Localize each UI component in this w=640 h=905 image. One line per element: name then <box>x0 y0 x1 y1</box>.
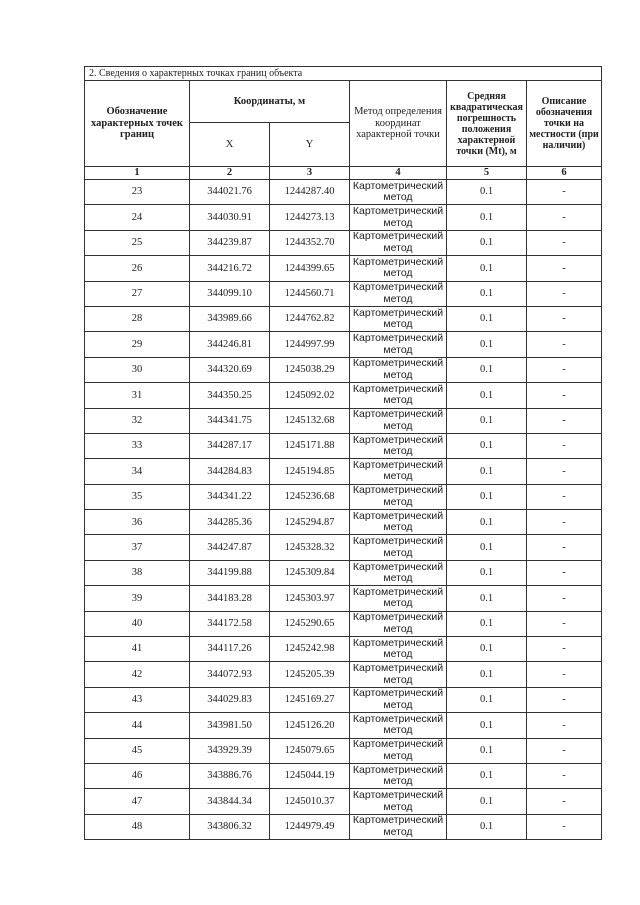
method-cell: Картометрический метод <box>350 763 447 788</box>
x-coordinate-cell: 344350.25 <box>190 383 270 408</box>
description-cell: - <box>527 332 602 357</box>
method-cell: Картометрический метод <box>350 433 447 458</box>
description-cell: - <box>527 687 602 712</box>
point-id-cell: 44 <box>85 713 190 738</box>
y-coordinate-cell: 1245010.37 <box>270 789 350 814</box>
column-number: 3 <box>270 167 350 180</box>
error-cell: 0.1 <box>447 484 527 509</box>
y-coordinate-cell: 1245194.85 <box>270 459 350 484</box>
table-row <box>85 713 602 738</box>
description-cell: - <box>527 256 602 281</box>
error-cell: 0.1 <box>447 230 527 255</box>
error-cell: 0.1 <box>447 814 527 839</box>
point-id-cell: 42 <box>85 662 190 687</box>
section-title: 2. Сведения о характерных точках границ объекта <box>85 67 602 81</box>
description-cell: - <box>527 535 602 560</box>
description-cell: - <box>527 230 602 255</box>
y-coordinate-cell: 1244997.99 <box>270 332 350 357</box>
error-cell: 0.1 <box>447 180 527 205</box>
description-cell: - <box>527 713 602 738</box>
table-row <box>85 586 602 611</box>
point-id-cell: 26 <box>85 256 190 281</box>
error-cell: 0.1 <box>447 763 527 788</box>
point-id-cell: 36 <box>85 510 190 535</box>
x-coordinate-cell: 344072.93 <box>190 662 270 687</box>
y-coordinate-cell: 1245294.87 <box>270 510 350 535</box>
table-row <box>85 789 602 814</box>
column-number: 5 <box>447 167 527 180</box>
point-id-cell: 34 <box>85 459 190 484</box>
method-cell: Картометрический метод <box>350 535 447 560</box>
x-coordinate-cell: 344172.58 <box>190 611 270 636</box>
error-cell: 0.1 <box>447 738 527 763</box>
x-coordinate-cell: 343886.76 <box>190 763 270 788</box>
table-row <box>85 738 602 763</box>
y-coordinate-cell: 1245079.65 <box>270 738 350 763</box>
error-cell: 0.1 <box>447 459 527 484</box>
description-cell: - <box>527 738 602 763</box>
method-cell: Картометрический метод <box>350 789 447 814</box>
error-cell: 0.1 <box>447 662 527 687</box>
description-cell: - <box>527 433 602 458</box>
x-coordinate-cell: 344246.81 <box>190 332 270 357</box>
error-cell: 0.1 <box>447 281 527 306</box>
description-cell: - <box>527 586 602 611</box>
table-row <box>85 814 602 839</box>
table-row <box>85 256 602 281</box>
point-id-cell: 45 <box>85 738 190 763</box>
x-coordinate-cell: 343989.66 <box>190 306 270 331</box>
table-row <box>85 205 602 230</box>
y-coordinate-cell: 1245092.02 <box>270 383 350 408</box>
table-row <box>85 662 602 687</box>
method-cell: Картометрический метод <box>350 357 447 382</box>
x-coordinate-cell: 343806.32 <box>190 814 270 839</box>
header-coordinates: Координаты, м <box>190 81 350 123</box>
error-cell: 0.1 <box>447 433 527 458</box>
table-row <box>85 306 602 331</box>
description-cell: - <box>527 281 602 306</box>
table-row <box>85 459 602 484</box>
error-cell: 0.1 <box>447 789 527 814</box>
method-cell: Картометрический метод <box>350 205 447 230</box>
y-coordinate-cell: 1244399.65 <box>270 256 350 281</box>
description-cell: - <box>527 383 602 408</box>
x-coordinate-cell: 344030.91 <box>190 205 270 230</box>
point-id-cell: 37 <box>85 535 190 560</box>
table-row <box>85 687 602 712</box>
y-coordinate-cell: 1245126.20 <box>270 713 350 738</box>
header-description: Описание обозначения точки на местности (при наличии) <box>527 81 602 167</box>
point-id-cell: 41 <box>85 637 190 662</box>
x-coordinate-cell: 343929.39 <box>190 738 270 763</box>
error-cell: 0.1 <box>447 383 527 408</box>
error-cell: 0.1 <box>447 586 527 611</box>
point-id-cell: 28 <box>85 306 190 331</box>
y-coordinate-cell: 1245038.29 <box>270 357 350 382</box>
header-x: X <box>190 123 270 167</box>
x-coordinate-cell: 344183.28 <box>190 586 270 611</box>
y-coordinate-cell: 1245328.32 <box>270 535 350 560</box>
table-row <box>85 357 602 382</box>
method-cell: Картометрический метод <box>350 687 447 712</box>
error-cell: 0.1 <box>447 535 527 560</box>
column-number: 4 <box>350 167 447 180</box>
description-cell: - <box>527 510 602 535</box>
error-cell: 0.1 <box>447 687 527 712</box>
description-cell: - <box>527 763 602 788</box>
header-point-designation: Обозначение характерных точек границ <box>85 81 190 167</box>
y-coordinate-cell: 1245236.68 <box>270 484 350 509</box>
method-cell: Картометрический метод <box>350 306 447 331</box>
y-coordinate-cell: 1244560.71 <box>270 281 350 306</box>
point-id-cell: 46 <box>85 763 190 788</box>
x-coordinate-cell: 344285.36 <box>190 510 270 535</box>
x-coordinate-cell: 344320.69 <box>190 357 270 382</box>
y-coordinate-cell: 1245303.97 <box>270 586 350 611</box>
x-coordinate-cell: 344099.10 <box>190 281 270 306</box>
description-cell: - <box>527 357 602 382</box>
x-coordinate-cell: 344199.88 <box>190 560 270 585</box>
description-cell: - <box>527 560 602 585</box>
method-cell: Картометрический метод <box>350 281 447 306</box>
point-id-cell: 23 <box>85 180 190 205</box>
error-cell: 0.1 <box>447 713 527 738</box>
x-coordinate-cell: 344021.76 <box>190 180 270 205</box>
y-coordinate-cell: 1244979.49 <box>270 814 350 839</box>
error-cell: 0.1 <box>447 306 527 331</box>
description-cell: - <box>527 484 602 509</box>
table-row <box>85 180 602 205</box>
description-cell: - <box>527 205 602 230</box>
method-cell: Картометрический метод <box>350 738 447 763</box>
error-cell: 0.1 <box>447 611 527 636</box>
point-id-cell: 24 <box>85 205 190 230</box>
y-coordinate-cell: 1245169.27 <box>270 687 350 712</box>
error-cell: 0.1 <box>447 357 527 382</box>
error-cell: 0.1 <box>447 510 527 535</box>
point-id-cell: 32 <box>85 408 190 433</box>
error-cell: 0.1 <box>447 560 527 585</box>
method-cell: Картометрический метод <box>350 180 447 205</box>
table-row <box>85 433 602 458</box>
description-cell: - <box>527 662 602 687</box>
y-coordinate-cell: 1245044.19 <box>270 763 350 788</box>
table-row <box>85 637 602 662</box>
description-cell: - <box>527 408 602 433</box>
table-row <box>85 281 602 306</box>
description-cell: - <box>527 814 602 839</box>
table-row <box>85 408 602 433</box>
method-cell: Картометрический метод <box>350 662 447 687</box>
y-coordinate-cell: 1245205.39 <box>270 662 350 687</box>
table-row <box>85 332 602 357</box>
point-id-cell: 35 <box>85 484 190 509</box>
table-row <box>85 535 602 560</box>
table-row <box>85 611 602 636</box>
point-id-cell: 29 <box>85 332 190 357</box>
description-cell: - <box>527 180 602 205</box>
point-id-cell: 27 <box>85 281 190 306</box>
y-coordinate-cell: 1245171.88 <box>270 433 350 458</box>
point-id-cell: 33 <box>85 433 190 458</box>
description-cell: - <box>527 637 602 662</box>
method-cell: Картометрический метод <box>350 510 447 535</box>
x-coordinate-cell: 344117.26 <box>190 637 270 662</box>
method-cell: Картометрический метод <box>350 459 447 484</box>
point-id-cell: 39 <box>85 586 190 611</box>
y-coordinate-cell: 1244273.13 <box>270 205 350 230</box>
point-id-cell: 47 <box>85 789 190 814</box>
point-id-cell: 48 <box>85 814 190 839</box>
error-cell: 0.1 <box>447 408 527 433</box>
y-coordinate-cell: 1245290.65 <box>270 611 350 636</box>
error-cell: 0.1 <box>447 205 527 230</box>
table-row <box>85 230 602 255</box>
method-cell: Картометрический метод <box>350 484 447 509</box>
x-coordinate-cell: 344341.75 <box>190 408 270 433</box>
point-id-cell: 30 <box>85 357 190 382</box>
y-coordinate-cell: 1245242.98 <box>270 637 350 662</box>
y-coordinate-cell: 1244762.82 <box>270 306 350 331</box>
table-row <box>85 560 602 585</box>
description-cell: - <box>527 611 602 636</box>
table-row <box>85 383 602 408</box>
header-method: Метод определения координат характерной точки <box>350 81 447 167</box>
x-coordinate-cell: 344247.87 <box>190 535 270 560</box>
column-numbers-row <box>85 167 602 180</box>
point-id-cell: 38 <box>85 560 190 585</box>
y-coordinate-cell: 1245132.68 <box>270 408 350 433</box>
description-cell: - <box>527 459 602 484</box>
table-row <box>85 484 602 509</box>
table-row <box>85 510 602 535</box>
y-coordinate-cell: 1244352.70 <box>270 230 350 255</box>
point-id-cell: 40 <box>85 611 190 636</box>
x-coordinate-cell: 344284.83 <box>190 459 270 484</box>
method-cell: Картометрический метод <box>350 713 447 738</box>
method-cell: Картометрический метод <box>350 637 447 662</box>
description-cell: - <box>527 789 602 814</box>
x-coordinate-cell: 344239.87 <box>190 230 270 255</box>
error-cell: 0.1 <box>447 637 527 662</box>
point-id-cell: 25 <box>85 230 190 255</box>
method-cell: Картометрический метод <box>350 332 447 357</box>
boundary-points-table <box>84 66 602 840</box>
description-cell: - <box>527 306 602 331</box>
method-cell: Картометрический метод <box>350 611 447 636</box>
method-cell: Картометрический метод <box>350 814 447 839</box>
method-cell: Картометрический метод <box>350 560 447 585</box>
point-id-cell: 43 <box>85 687 190 712</box>
y-coordinate-cell: 1245309.84 <box>270 560 350 585</box>
method-cell: Картометрический метод <box>350 256 447 281</box>
x-coordinate-cell: 344216.72 <box>190 256 270 281</box>
method-cell: Картометрический метод <box>350 408 447 433</box>
x-coordinate-cell: 344341.22 <box>190 484 270 509</box>
error-cell: 0.1 <box>447 332 527 357</box>
method-cell: Картометрический метод <box>350 586 447 611</box>
header-y: Y <box>270 123 350 167</box>
x-coordinate-cell: 343844.34 <box>190 789 270 814</box>
column-number: 2 <box>190 167 270 180</box>
y-coordinate-cell: 1244287.40 <box>270 180 350 205</box>
method-cell: Картометрический метод <box>350 383 447 408</box>
error-cell: 0.1 <box>447 256 527 281</box>
x-coordinate-cell: 344287.17 <box>190 433 270 458</box>
x-coordinate-cell: 343981.50 <box>190 713 270 738</box>
x-coordinate-cell: 344029.83 <box>190 687 270 712</box>
method-cell: Картометрический метод <box>350 230 447 255</box>
table-row <box>85 763 602 788</box>
column-number: 6 <box>527 167 602 180</box>
header-error: Средняя квадратическая погрешность положения характерной точки (Mt), м <box>447 81 527 167</box>
point-id-cell: 31 <box>85 383 190 408</box>
column-number: 1 <box>85 167 190 180</box>
